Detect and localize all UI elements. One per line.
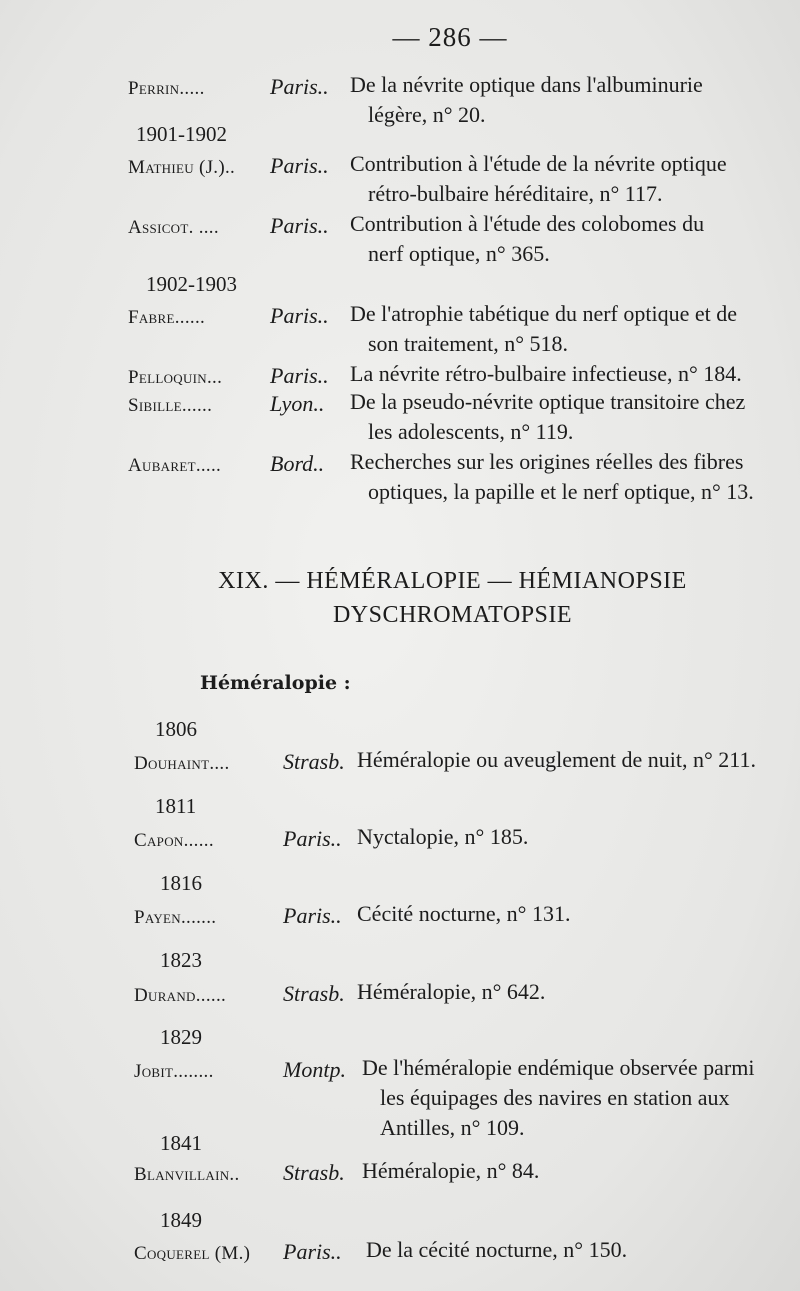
entry-title-line: rétro-bulbaire héréditaire, n° 117. <box>368 181 663 206</box>
entry-title <box>350 299 737 359</box>
entry-title-line: Cécité nocturne, n° 131. <box>357 901 571 926</box>
page-number: — 286 — <box>392 22 508 52</box>
entry-title <box>362 1156 539 1186</box>
year-heading: 1841 <box>160 1131 202 1155</box>
entry-author: Assicot. .... <box>128 217 219 238</box>
entry-title-line: les équipages des navires en station aux <box>380 1085 730 1110</box>
entry-place: Paris.. <box>270 74 329 99</box>
entry-author: Aubaret..... <box>128 455 222 476</box>
entry-author: Douhaint.... <box>134 753 230 774</box>
year-heading: 1902-1903 <box>146 272 237 296</box>
entry-place: Strasb. <box>283 749 345 774</box>
entry-title-line: les adolescents, n° 119. <box>368 419 574 444</box>
entry-place: Paris.. <box>270 363 329 388</box>
entry-author: Payen....... <box>134 907 217 928</box>
entry-title <box>357 977 545 1007</box>
entry-title <box>357 899 570 929</box>
entry-title <box>366 1235 627 1265</box>
entry-title <box>350 149 727 209</box>
entry-place: Paris.. <box>270 213 329 238</box>
entry-title-line: son traitement, n° 518. <box>368 331 569 356</box>
entry-title-line: Contribution à l'étude de la névrite optique <box>350 151 727 176</box>
entry-title <box>357 822 528 852</box>
entry-title-line: Recherches sur les origines réelles des fibres <box>350 449 744 474</box>
entry-place: Bord.. <box>270 451 325 476</box>
year-heading: 1806 <box>155 717 197 741</box>
entry-title-line: Héméralopie, n° 84. <box>362 1158 540 1183</box>
entry-place: Paris.. <box>283 903 342 928</box>
entry-title-line: Héméralopie, n° 642. <box>357 979 546 1004</box>
entry-title-line: De l'atrophie tabétique du nerf optique et de <box>350 301 737 326</box>
entry-author: Mathieu (J.).. <box>128 157 236 178</box>
entry-place: Paris.. <box>283 1239 342 1264</box>
section-heading-line-2: DYSCHROMATOPSIE <box>332 602 573 628</box>
entry-author: Jobit........ <box>134 1061 214 1082</box>
entry-title-line: La névrite rétro-bulbaire infectieuse, n° 184. <box>350 361 742 386</box>
entry-author: Sibille...... <box>128 395 213 416</box>
subsection-heading: Héméralopie : <box>200 672 351 694</box>
entry-author: Durand...... <box>134 985 227 1006</box>
entry-place: Paris.. <box>270 153 329 178</box>
entry-author: Fabre...... <box>128 307 206 328</box>
entry-title <box>350 209 704 269</box>
entry-title <box>357 745 756 775</box>
entry-title <box>350 70 703 130</box>
entry-title-line: De la névrite optique dans l'albuminurie <box>350 72 703 97</box>
entry-author: Capon...... <box>134 830 214 851</box>
entry-title-line: optiques, la papille et le nerf optique, n° 13. <box>368 479 754 504</box>
year-heading: 1823 <box>160 948 202 972</box>
entry-place: Strasb. <box>283 981 345 1006</box>
entry-title-line: Contribution à l'étude des colobomes du <box>350 211 705 236</box>
entry-author: Coquerel (M.) <box>134 1243 251 1264</box>
year-heading: 1829 <box>160 1025 202 1049</box>
entry-title <box>350 359 742 389</box>
year-heading: 1811 <box>155 794 197 818</box>
year-heading: 1816 <box>160 871 202 895</box>
entry-title-line: Antilles, n° 109. <box>380 1115 525 1140</box>
entry-title-line: De la pseudo-névrite optique transitoire chez <box>350 389 746 414</box>
entry-title-line: Héméralopie ou aveuglement de nuit, n° 211. <box>357 747 756 772</box>
entry-author: Pelloquin... <box>128 367 223 388</box>
entry-place: Lyon.. <box>270 391 325 416</box>
entry-title-line: nerf optique, n° 365. <box>368 241 550 266</box>
year-heading: 1901-1902 <box>136 122 227 146</box>
entry-title-line: De l'héméralopie endémique observée parmi <box>362 1055 755 1080</box>
entry-author: Blanvillain.. <box>134 1164 240 1185</box>
entry-place: Montp. <box>283 1057 346 1082</box>
entry-title <box>350 387 745 447</box>
entry-title <box>362 1053 754 1143</box>
entry-place: Paris.. <box>283 826 342 851</box>
entry-place: Paris.. <box>270 303 329 328</box>
section-heading-line-1: XIX. — HÉMÉRALOPIE — HÉMIANOPSIE <box>218 568 687 594</box>
entry-place: Strasb. <box>283 1160 345 1185</box>
entry-title-line: De la cécité nocturne, n° 150. <box>366 1237 628 1262</box>
year-heading: 1849 <box>160 1208 202 1232</box>
entry-author: Perrin..... <box>128 78 205 99</box>
entry-title-line: légère, n° 20. <box>368 102 486 127</box>
entry-title-line: Nyctalopie, n° 185. <box>357 824 529 849</box>
entry-title <box>350 447 754 507</box>
